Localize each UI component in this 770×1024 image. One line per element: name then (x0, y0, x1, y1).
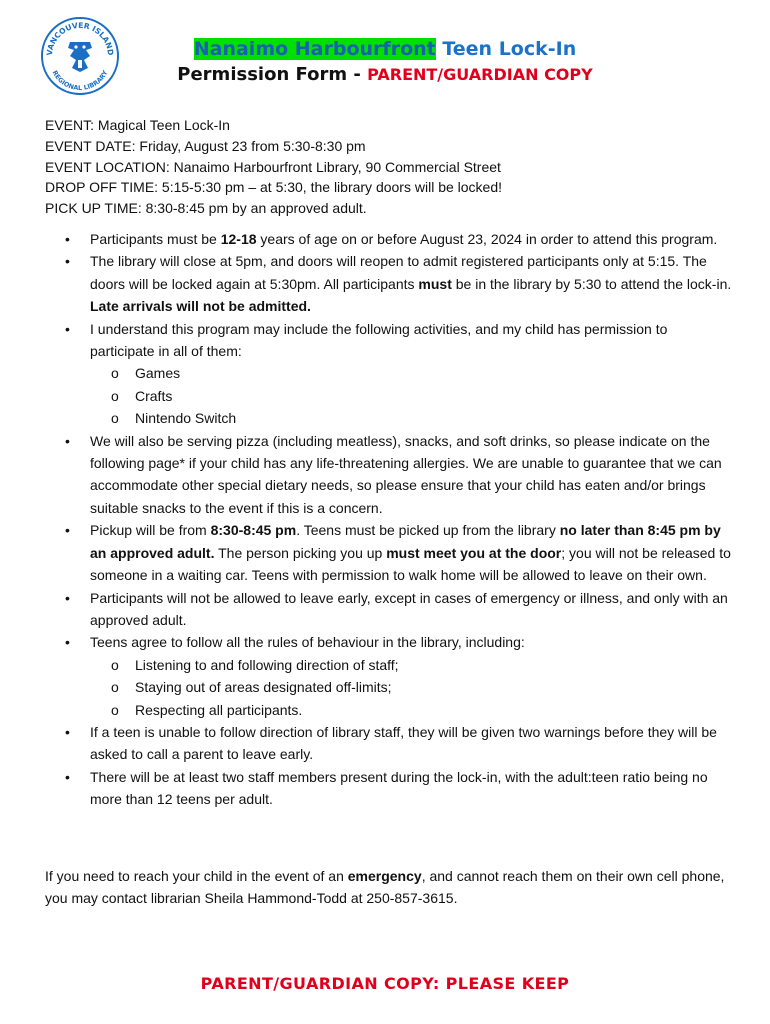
sub-bullet-icon: o (111, 701, 119, 718)
logo-top-text: VANCOUVER ISLAND (44, 20, 116, 56)
bullet-icon: • (65, 634, 70, 651)
event-date: EVENT DATE: Friday, August 23 from 5:30-8:30 pm (45, 137, 366, 154)
activity-item (45, 407, 735, 429)
rule-text: Participants will not be allowed to leave early, except in cases of emergency or illness, and only with an approved adult. (90, 589, 728, 628)
pick-up-time: PICK UP TIME: 8:30-8:45 pm by an approved adult. (45, 200, 367, 217)
activity-text: Games (135, 365, 181, 382)
bullet-icon: • (65, 253, 70, 270)
rule-text: Teens agree to follow all the rules of behaviour in the library, including: (90, 634, 525, 651)
page-subtitle (0, 64, 770, 85)
sub-bullet-icon: o (111, 656, 119, 673)
rule-warnings (45, 721, 735, 766)
rule-activities (45, 318, 735, 363)
page-title (0, 38, 770, 60)
bullet-icon: • (65, 723, 70, 740)
rule-bold: 8:30-8:45 pm (210, 522, 297, 539)
rule-pickup (45, 519, 735, 586)
behaviour-text: Respecting all participants. (135, 701, 303, 718)
emergency-contact-paragraph (45, 865, 735, 910)
bullet-icon: • (65, 231, 70, 247)
rule-bold: no later than 8:45 pm by an approved adult. (90, 522, 721, 561)
activity-item (45, 385, 735, 407)
rule-text: The library will close at 5pm, and doors will reopen to admit registered participants only at 5:15. The doors will be locked again at 5:30pm. All participants (90, 253, 707, 292)
rule-text: We will also be serving pizza (including meatless), snacks, and soft drinks, so please indicate on the following page* if your child has any life-threatening allergies. We are unable to guarantee that we can accommodate other special dietary needs, so please ensure that your child has eaten and/or brings suitable snacks to the event if this is a concern. (90, 432, 722, 516)
closing-text: , and cannot reach them on their own cell phone, you may contact librarian Sheila Hammond-Todd at 250-857-3615. (45, 868, 725, 907)
rule-leave-early (45, 587, 735, 632)
drop-off-time: DROP OFF TIME: 5:15-5:30 pm – at 5:30, the library doors will be locked! (45, 179, 503, 196)
event-location: EVENT LOCATION: Nanaimo Harbourfront Library, 90 Commercial Street (45, 158, 501, 175)
rule-text: be in the library by 5:30 to attend the lock-in. (451, 275, 732, 292)
event-details (45, 115, 502, 219)
title-rest: Teen Lock-In (435, 38, 577, 60)
bullet-icon: • (65, 522, 70, 539)
closing-bold: emergency (347, 868, 422, 884)
rule-text: I understand this program may include the following activities, and my child has permission to participate in all of them: (90, 320, 668, 360)
rule-bold: must meet you at the door (386, 544, 562, 561)
bullet-icon: • (65, 768, 70, 785)
rules-list (45, 228, 735, 811)
rule-bold: Late arrivals will not be admitted. (90, 298, 311, 315)
rule-bold: 12-18 (220, 231, 257, 247)
bullet-icon: • (65, 589, 70, 606)
behaviour-text: Staying out of areas designated off-limits; (135, 679, 392, 696)
activity-text: Crafts (135, 387, 173, 404)
sub-bullet-icon: o (111, 387, 119, 404)
activity-item (45, 362, 735, 384)
closing-text: If you need to reach your child in the event of an (45, 868, 348, 884)
behaviour-item (45, 676, 735, 698)
rule-text: The person picking you up (214, 544, 387, 561)
rule-text: If a teen is unable to follow direction of library staff, they will be given two warnings before they will be asked to call a parent to leave early. (90, 723, 717, 763)
behaviour-item (45, 654, 735, 676)
footer-keep-notice: PARENT/GUARDIAN COPY: PLEASE KEEP (200, 974, 570, 993)
sub-bullet-icon: o (111, 679, 119, 696)
activity-text: Nintendo Switch (135, 410, 237, 427)
logo-bottom-text: REGIONAL LIBRARY (50, 69, 110, 93)
bullet-icon: • (65, 320, 70, 337)
behaviour-item (45, 699, 735, 721)
behaviour-text: Listening to and following direction of staff; (135, 656, 399, 673)
rule-text: There will be at least two staff members present during the lock-in, with the adult:teen ratio being no more than 12 teens per adult. (90, 768, 708, 808)
rule-staff-ratio (45, 766, 735, 811)
sub-bullet-icon: o (111, 365, 119, 382)
rule-food (45, 430, 735, 520)
title-highlight: Nanaimo Harbourfront (193, 38, 436, 60)
event-name: EVENT: Magical Teen Lock-In (45, 117, 230, 133)
subtitle-prefix: Permission Form - (177, 64, 368, 85)
rule-text: years of age on or before August 23, 2024 in order to attend this program. (256, 231, 718, 247)
subtitle-copy-label: PARENT/GUARDIAN COPY (367, 65, 593, 84)
rule-age (45, 228, 735, 250)
rule-text: Participants must be (90, 231, 221, 247)
rule-bold: must (418, 275, 452, 292)
sub-bullet-icon: o (111, 410, 119, 427)
bullet-icon: • (65, 432, 70, 449)
rule-text: Pickup will be from (90, 522, 211, 539)
rule-text: ; you will not be released to someone in a waiting car. Teens with permission to walk home will be allowed to leave on their own. (90, 544, 731, 584)
rule-doors (45, 250, 735, 317)
rule-text: . Teens must be picked up from the library (296, 522, 560, 539)
rule-behaviour (45, 631, 735, 653)
